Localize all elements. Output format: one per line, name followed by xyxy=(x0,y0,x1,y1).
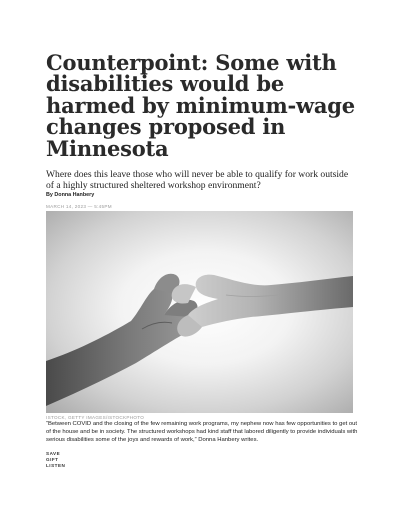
subheadline: Where does this leave those who will never be able to qualify for work outside of a highly structured sheltered workshop environment? xyxy=(46,169,349,191)
photo-credit: ISTOCK, GETTY IMAGES/ISTOCKPHOTO xyxy=(46,415,145,420)
headline: Counterpoint: Some with disabilities would be harmed by minimum-wage changes proposed in Minnesota xyxy=(46,50,355,161)
photo-caption: “Between COVID and the closing of the few remaining work programs, my nephew now has few opportunities to get out of the house and be in society. The structured workshops had kind staff that labored diligently to provide individuals with serious disabilities some of the joys and rewards of work,” Donna Hanbery writes. xyxy=(46,421,358,443)
article-actions xyxy=(46,451,65,470)
byline[interactable]: By Donna Hanbery xyxy=(46,192,95,198)
holding-hands-image xyxy=(46,211,353,413)
article-photo xyxy=(46,211,353,413)
listen-button[interactable]: LISTEN xyxy=(46,463,66,469)
gift-button[interactable]: GIFT xyxy=(46,457,59,463)
publish-date: MARCH 14, 2023 — 5:45PM xyxy=(46,204,112,209)
save-button[interactable]: SAVE xyxy=(46,451,61,456)
